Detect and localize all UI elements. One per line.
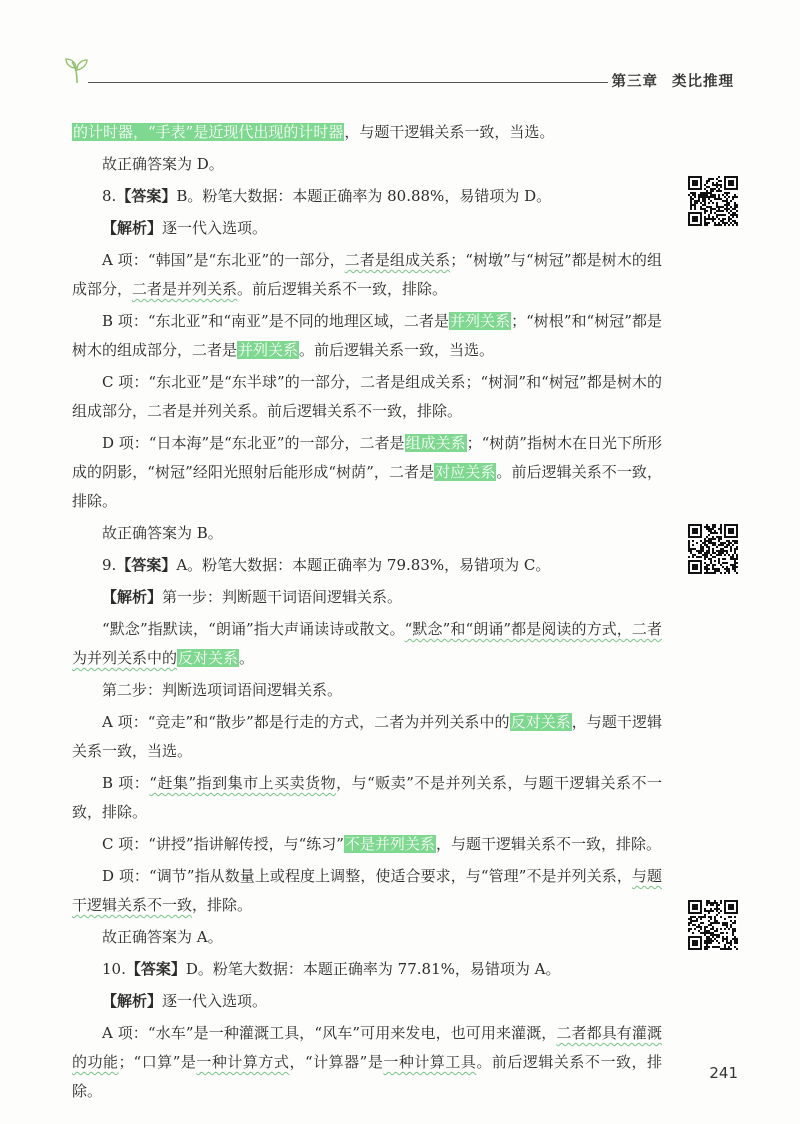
leaf-icon — [64, 56, 90, 84]
step2-q9: 第二步：判断选项词语间逻辑关系。 — [102, 681, 343, 699]
wavy-underline: 一种计算工具 — [383, 1053, 477, 1071]
highlight: 并列关系 — [450, 312, 511, 330]
wavy-underline: 二者是组成关系 — [344, 251, 451, 269]
wavy-underline: 二者是并列关系 — [132, 280, 238, 298]
wavy-underline: 与题干逻辑关系不一致 — [72, 867, 662, 914]
highlight: 不是并列关系 — [344, 835, 435, 853]
option-b-q9: B 项：“赶集”指到集市上买卖货物，与“贩卖”不是并列关系，与题干逻辑关系不一致，排除。 — [72, 774, 662, 821]
highlight: 反对关系 — [510, 713, 571, 731]
conclusion: 故正确答案为 D。 — [102, 155, 224, 173]
wavy-underline: 二者都具有灌溉的功能 — [72, 1024, 662, 1071]
chapter-name: 类比推理 — [672, 74, 734, 90]
answer-line-q10: 10.【答案】D。粉笔大数据：本题正确率为 77.81%，易错项为 A。 — [102, 960, 561, 978]
analysis-line-q10: 【解析】逐一代入选项。 — [102, 992, 268, 1010]
answer-tag: 【答案】 — [125, 960, 186, 978]
analysis-tag: 【解析】 — [102, 992, 163, 1010]
option-c-q9: C 项：“讲授”指讲解传授，与“练习”不是并列关系，与题干逻辑关系不一致，排除。 — [102, 835, 661, 853]
paragraph: 的计时器，“手表”是近现代出现的计时器，与题干逻辑关系一致，当选。 — [73, 123, 555, 141]
option-c-q8: C 项：“东北亚”是“东半球”的一部分，二者是组成关系；“树洞”和“树冠”都是树木的组成部分，二者是并列关系。前后逻辑关系不一致，排除。 — [72, 373, 662, 420]
option-d-q9: D 项：“调节”指从数量上或程度上调整，使适合要求，与“管理”不是并列关系，与题干逻辑关系不一致，排除。 — [72, 867, 662, 914]
header-rule — [88, 82, 608, 83]
qr-code-icon[interactable] — [688, 524, 738, 574]
chapter-number: 第三章 — [611, 74, 658, 90]
wavy-underline: 一种计算方式 — [196, 1053, 290, 1071]
answer-tag: 【答案】 — [116, 187, 177, 205]
answer-line-q9: 9.【答案】A。粉笔大数据：本题正确率为 79.83%，易错项为 C。 — [102, 556, 551, 574]
wavy-underline: “默念”和“朗诵”都是阅读的方式，二者为并列关系中的 — [72, 620, 662, 667]
highlight: 对应关系 — [435, 463, 496, 481]
wavy-underline: “赶集”指到集市上买卖货物 — [149, 774, 337, 792]
conclusion-q8: 故正确答案为 B。 — [102, 524, 223, 542]
analysis-line-q8: 【解析】逐一代入选项。 — [102, 219, 268, 237]
analysis-tag: 【解析】 — [102, 219, 163, 237]
option-a-q8: A 项：“韩国”是“东北亚”的一部分，二者是组成关系；“树墩”与“树冠”都是树木的组成部分，二者是并列关系。前后逻辑关系不一致，排除。 — [72, 251, 662, 298]
highlight: 反对关系 — [178, 649, 239, 667]
analysis-line-q9: 【解析】第一步：判断题干词语间逻辑关系。 — [102, 588, 403, 606]
stem-analysis-q9: “默念”指默读，“朗诵”指大声诵读诗或散文。“默念”和“朗诵”都是阅读的方式，二者为并列关系中的反对关系。 — [72, 620, 662, 667]
qr-code-icon[interactable] — [688, 900, 738, 950]
qr-code-icon[interactable] — [688, 176, 738, 226]
option-d-q8: D 项：“日本海”是“东北亚”的一部分，二者是组成关系；“树荫”指树木在日光下所形成的阴影，“树冠”经阳光照射后能形成“树荫”，二者是对应关系。前后逻辑关系不一致，排除。 — [72, 434, 662, 510]
highlight: 组成关系 — [405, 434, 466, 452]
page-header — [0, 0, 800, 110]
answer-tag: 【答案】 — [116, 556, 177, 574]
option-a-q9: A 项：“竞走”和“散步”都是行走的方式，二者为并列关系中的反对关系，与题干逻辑关系一致，当选。 — [72, 713, 662, 760]
highlight: 并列关系 — [238, 341, 299, 359]
answer-line-q8: 8.【答案】B。粉笔大数据：本题正确率为 80.88%，易错项为 D。 — [102, 187, 552, 205]
conclusion-q9: 故正确答案为 A。 — [102, 928, 223, 946]
page-content — [72, 118, 662, 1109]
option-a-q10: A 项：“水车”是一种灌溉工具，“风车”可用来发电，也可用来灌溉，二者都具有灌溉的功能；“口算”是一种计算方式，“计算器”是一种计算工具。前后逻辑关系不一致，排除。 — [72, 1024, 662, 1100]
analysis-tag: 【解析】 — [102, 588, 163, 606]
page-number: 241 — [709, 1064, 738, 1082]
chapter-title — [612, 70, 735, 91]
highlight: 的计时器，“手表”是近现代出现的计时器 — [73, 123, 344, 141]
option-b-q8: B 项：“东北亚”和“南亚”是不同的地理区域，二者是并列关系；“树根”和“树冠”都是树木的组成部分，二者是并列关系。前后逻辑关系一致，当选。 — [72, 312, 662, 359]
